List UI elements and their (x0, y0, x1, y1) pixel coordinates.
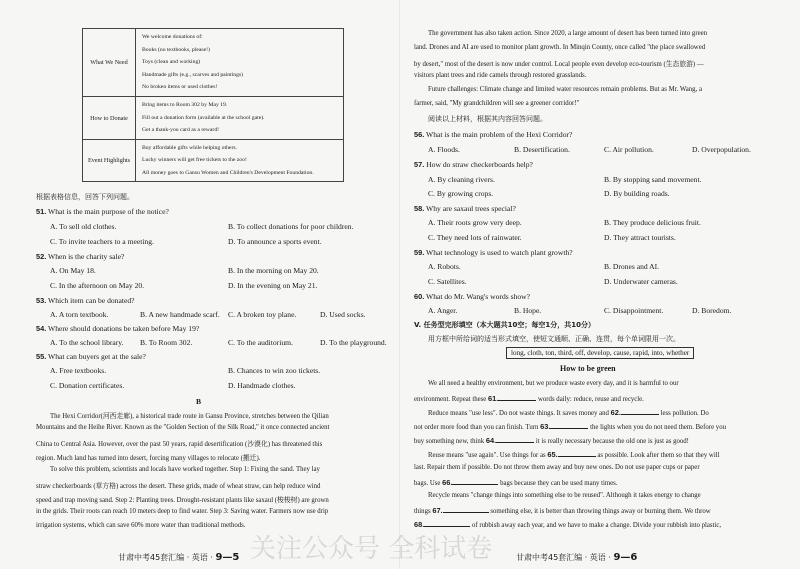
cloze-line: Reuse means "use again". Use things for as 65. as possible. Look after them so that they will (428, 450, 720, 459)
option: A. Free textbooks. (50, 366, 107, 375)
passage-line: To solve this problem, scientists and locals have worked together. Step 1: Fixing the sand. They lay (50, 466, 320, 473)
passage-line: China to Central Asia. However, over the past 50 years, rapid desertification (沙漠化) has threatened this (36, 441, 323, 448)
passage-line: region. Much land has turned into desert, forcing many villages to relocate (搬迁). (36, 455, 261, 462)
blank-68[interactable] (424, 520, 470, 527)
passage-title: How to be green (560, 364, 616, 373)
passage-line: speed and trap moving sand. Step 2: Planting trees. Drought-resistant plants like saxaul (梭梭树) are grown (36, 497, 329, 504)
cloze-line: environment. Repeat these 61. words daily: reduce, reuse and recycle. (414, 394, 644, 403)
option: C. To invite teachers to a meeting. (50, 237, 154, 246)
option: A. On May 18. (50, 266, 96, 275)
passage-line: in the grids. Their roots can reach 10 meters deep to find water. Step 3: Saving water. Farmers now use drip (36, 508, 329, 515)
table-content: Buy affordable gifts while helping others. Lucky winners will get free tickets to the zoo! All money goes to Gansu Women and Children's Development Foundation. (136, 140, 344, 182)
page-footer: 甘肃中考45套汇编 · 英语 · 9—5 (118, 552, 240, 563)
cloze-line: Reduce means "use less". Do not waste things. It saves money and 62. less pollution. Do (428, 408, 709, 417)
table-content: Bring items to Room 302 by May 19. Fill out a donation form (available at the school gate). Get a thank-you card as a reward! (136, 97, 344, 140)
option: C. They need lots of rainwater. (428, 233, 522, 242)
option: B. To collect donations for poor children. (228, 222, 354, 231)
option: D. Boredom. (692, 306, 732, 315)
option: B. By stopping sand movement. (604, 175, 702, 184)
instruction: 根据表格信息，回答下列问题。 (36, 193, 134, 201)
option: D. By building roads. (604, 189, 670, 198)
option: C. By growing crops. (428, 189, 494, 198)
option: B. A new handmade scarf. (140, 310, 220, 319)
passage-line: Mountains and the Heihe River. Known as the "Golden Section of the Silk Road," it once connected ancient (36, 424, 330, 431)
right-page (400, 0, 800, 569)
option: D. Overpopulation. (692, 145, 751, 154)
section-heading: B (196, 397, 202, 406)
option: A. Anger. (428, 306, 458, 315)
page-number: 9—5 (215, 552, 240, 563)
question: 58. Why are saxaul trees special? (414, 204, 516, 213)
passage-line: by desert," most of the desert is now under control. Local people even develop eco-tourism (生态旅游) — (414, 61, 704, 68)
blank-67[interactable] (443, 506, 489, 513)
option: C. Disappointment. (604, 306, 664, 315)
option: A. To the school library. (50, 338, 124, 347)
cloze-line: last. Repair them if possible. Do not throw them away and buy new ones. Do not use paper cups or paper (414, 464, 700, 471)
passage-line: farmer, said, "My grandchildren will see a greener corridor!" (414, 100, 580, 107)
option: D. Underwater cameras. (604, 277, 678, 286)
watermark: 关注公众号 全科试卷 (250, 534, 493, 564)
question: 55. What can buyers get at the sale? (36, 352, 146, 361)
passage-line: Future challenges: Climate change and limited water resources remain problems. But as Mr. Wang, a (428, 86, 702, 93)
option: D. To announce a sports event. (228, 237, 322, 246)
cloze-line: not order more food than you can finish. Turn 63. the lights when you do not need them. Before you (414, 422, 727, 431)
passage-line: The Hexi Corridor(河西走廊), a historical trade route in Gansu Province, stretches between the Qilian (50, 413, 329, 420)
instruction: 用方框中所给词的适当形式填空，使短文通顺、正确、连贯，每个单词限用一次。 (428, 335, 680, 343)
question: 53. Which item can be donated? (36, 296, 135, 305)
blank-62[interactable] (621, 408, 659, 415)
cloze-line: buy something new, think 64. it is really necessary because the old one is just as good! (414, 436, 689, 445)
passage-line: The government has also taken action. Since 2020, a large amount of desert has been turned into green (428, 30, 708, 37)
option: D. Handmade clothes. (228, 381, 296, 390)
option: B. Chances to win zoo tickets. (228, 366, 321, 375)
table-label: What We Need (83, 29, 136, 97)
passage-line: land. Drones and AI are used to monitor plant growth. In Minqin County, once called "the place swallowed (414, 44, 706, 51)
question: 60. What do Mr. Wang's words show? (414, 292, 531, 301)
blank-63[interactable] (550, 422, 588, 429)
question: 57. How do straw checkerboards help? (414, 160, 533, 169)
question: 51. What is the main purpose of the notice? (36, 207, 169, 216)
option: D. In the evening on May 21. (228, 281, 318, 290)
blank-65[interactable] (558, 450, 596, 457)
question: 54. Where should donations be taken before May 19? (36, 324, 200, 333)
option: D. Used socks. (320, 310, 366, 319)
option: C. Donation certificates. (50, 381, 125, 390)
instruction: 阅读以上材料，根据其内容回答问题。 (428, 115, 547, 123)
option: D. They attract tourists. (604, 233, 676, 242)
option: B. Desertification. (514, 145, 570, 154)
word-box: long, cloth, ton, third, off, develop, cause, rapid, into, whether (506, 347, 694, 359)
page-number: 9—6 (613, 552, 638, 563)
cloze-line: things 67. something else, it is better than throwing things away or burning them. We throw (414, 506, 711, 515)
table-content: We welcome donations of: Books (no textbooks, please!) Toys (clean and working) Handmade gifts (e.g., scarves and paintings) No broken items or used clothes! (136, 29, 344, 97)
cloze-line: Recycle means "change things into something else to be reused". Although it takes energy to change (428, 492, 701, 499)
passage-line: visitors plant trees and ride camels through restored grasslands. (414, 72, 587, 79)
table-label: How to Donate (83, 97, 136, 140)
option: C. Air pollution. (604, 145, 654, 154)
option: A. A torn textbook. (50, 310, 109, 319)
cloze-line: 68. of rubbish away each year, and we have to make a change. Divide your rubbish into plastic, (414, 520, 722, 529)
option: C. Satellites. (428, 277, 467, 286)
option: A. Robots. (428, 262, 461, 271)
passage-line: straw checkerboards (草方格) across the desert. These grids, made of wheat straw, can help reduce wind (36, 483, 321, 490)
notice-table (82, 28, 344, 182)
section-heading: V. 任务型完形填空（本大题共10空；每空1分，共10分） (414, 321, 595, 329)
option: D. To the playground. (320, 338, 387, 347)
option: B. Hope. (514, 306, 542, 315)
option: B. To Room 302. (140, 338, 193, 347)
blank-66[interactable] (452, 478, 498, 485)
option: A. To sell old clothes. (50, 222, 117, 231)
cloze-line: bags. Use 66. bags because they can be used many times. (414, 478, 618, 487)
question: 56. What is the main problem of the Hexi Corridor? (414, 130, 573, 139)
blank-61[interactable] (498, 394, 536, 401)
option: B. They produce delicious fruit. (604, 218, 701, 227)
option: C. A broken toy plane. (228, 310, 297, 319)
question: 52. When is the charity sale? (36, 252, 125, 261)
cloze-line: We all need a healthy environment, but we produce waste every day, and it is harmful to our (428, 380, 679, 387)
option: A. Floods. (428, 145, 460, 154)
option: B. In the morning on May 20. (228, 266, 319, 275)
passage-line: irrigation systems, which can save 60% more water than traditional methods. (36, 522, 246, 529)
option: C. In the afternoon on May 20. (50, 281, 145, 290)
table-label: Event Highlights (83, 140, 136, 182)
question: 59. What technology is used to watch plant growth? (414, 248, 573, 257)
page-footer: 甘肃中考45套汇编 · 英语 · 9—6 (516, 552, 638, 563)
option: A. By cleaning rivers. (428, 175, 495, 184)
option: C. To the auditorium. (228, 338, 293, 347)
blank-64[interactable] (496, 436, 534, 443)
option: A. Their roots grow very deep. (428, 218, 522, 227)
option: B. Drones and AI. (604, 262, 660, 271)
